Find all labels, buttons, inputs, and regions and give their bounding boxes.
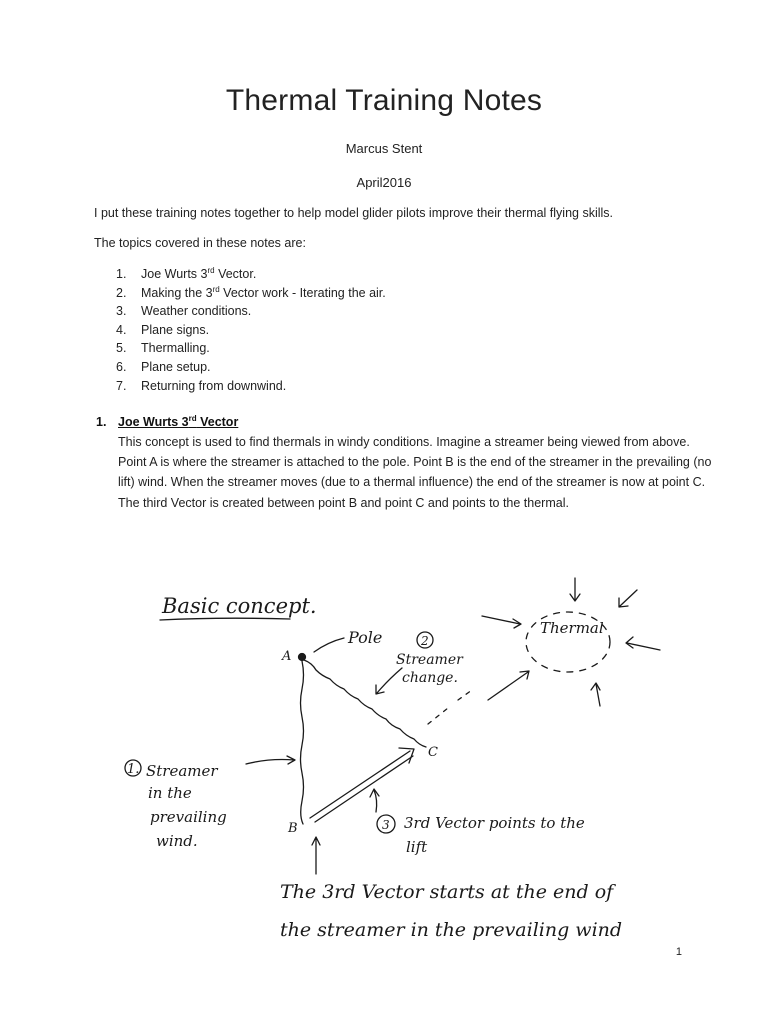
topic-item: 1. Joe Wurts 3rd Vector. bbox=[116, 265, 257, 281]
document-title: Thermal Training Notes bbox=[225, 84, 543, 117]
streamer-change-pointer bbox=[376, 668, 402, 694]
note-3-number: 3 bbox=[382, 818, 390, 832]
note-3-line-2: lift bbox=[406, 838, 428, 856]
third-vector-line bbox=[310, 751, 410, 818]
arrow-to-thermal-top bbox=[570, 578, 580, 601]
vector-sketch-diagram bbox=[0, 560, 768, 960]
topic-item: 7. Returning from downwind. bbox=[116, 378, 287, 393]
note-2-number: 2 bbox=[421, 634, 429, 648]
note-2-line-1: Streamer bbox=[396, 652, 463, 668]
note-3-line-1: 3rd Vector points to the bbox=[404, 814, 585, 832]
label-b: B bbox=[288, 821, 298, 836]
arrow-to-thermal-topright bbox=[619, 590, 637, 607]
note-1-number: 1. bbox=[127, 762, 140, 777]
topic-item: 6. Plane setup. bbox=[116, 359, 211, 374]
note-1-line-2: in the bbox=[148, 784, 192, 802]
streamer-prevailing-line bbox=[301, 661, 304, 824]
section-1-heading: 1. Joe Wurts 3rd Vector bbox=[96, 413, 239, 429]
thermal-label: Thermal bbox=[540, 619, 604, 637]
topic-list bbox=[116, 265, 386, 395]
vector-pointer bbox=[370, 789, 379, 812]
label-c: C bbox=[428, 745, 438, 760]
page-number: 1 bbox=[675, 946, 682, 958]
topic-item: 3. Weather conditions. bbox=[116, 304, 252, 319]
pole-pointer bbox=[314, 638, 344, 652]
note-1-line-1: Streamer bbox=[146, 762, 218, 780]
prevailing-pointer bbox=[246, 756, 295, 764]
document-date: April2016 bbox=[356, 175, 412, 190]
arrow-to-thermal-right bbox=[626, 637, 660, 650]
heading-underline bbox=[160, 618, 290, 620]
topic-item: 5. Thermalling. bbox=[116, 341, 210, 356]
arrow-to-thermal-bottom bbox=[591, 683, 600, 706]
arrow-to-thermal-left bbox=[482, 616, 521, 628]
b-pointer bbox=[312, 837, 320, 874]
dashed-continuation bbox=[428, 690, 472, 724]
sketch-heading: Basic concept. bbox=[162, 594, 317, 618]
section-1-body: This concept is used to find thermals in windy conditions. Imagine a streamer being viewed from above. Point A is where the streamer is attached to the pole. Point B is the end of the streamer in the prevailing (no lift) wind. When the streamer moves (due to a thermal influence) the end of the streamer is now at point C. The third Vector is created between point B and point C and points to the thermal. bbox=[118, 435, 712, 510]
topic-item: 2. Making the 3rd Vector work - Iterating the air. bbox=[116, 284, 386, 300]
label-a: A bbox=[282, 649, 292, 664]
topics-intro-paragraph: The topics covered in these notes are: bbox=[94, 236, 306, 250]
author-name: Marcus Stent bbox=[345, 141, 423, 156]
pole-dot bbox=[299, 654, 306, 661]
pole-label: Pole bbox=[348, 628, 383, 647]
note-1-line-4: wind. bbox=[156, 832, 198, 850]
caption-line-2: the streamer in the prevailing wind bbox=[280, 919, 623, 941]
note-1-line-3: prevailing bbox=[150, 808, 227, 826]
note-2-line-2: change. bbox=[402, 670, 458, 686]
intro-paragraph: I put these training notes together to help model glider pilots improve their thermal flying skills. bbox=[94, 206, 614, 220]
caption-line-1: The 3rd Vector starts at the end of bbox=[280, 881, 614, 903]
topic-item: 4. Plane signs. bbox=[116, 322, 210, 337]
arrow-to-thermal-lowerleft bbox=[488, 671, 529, 700]
